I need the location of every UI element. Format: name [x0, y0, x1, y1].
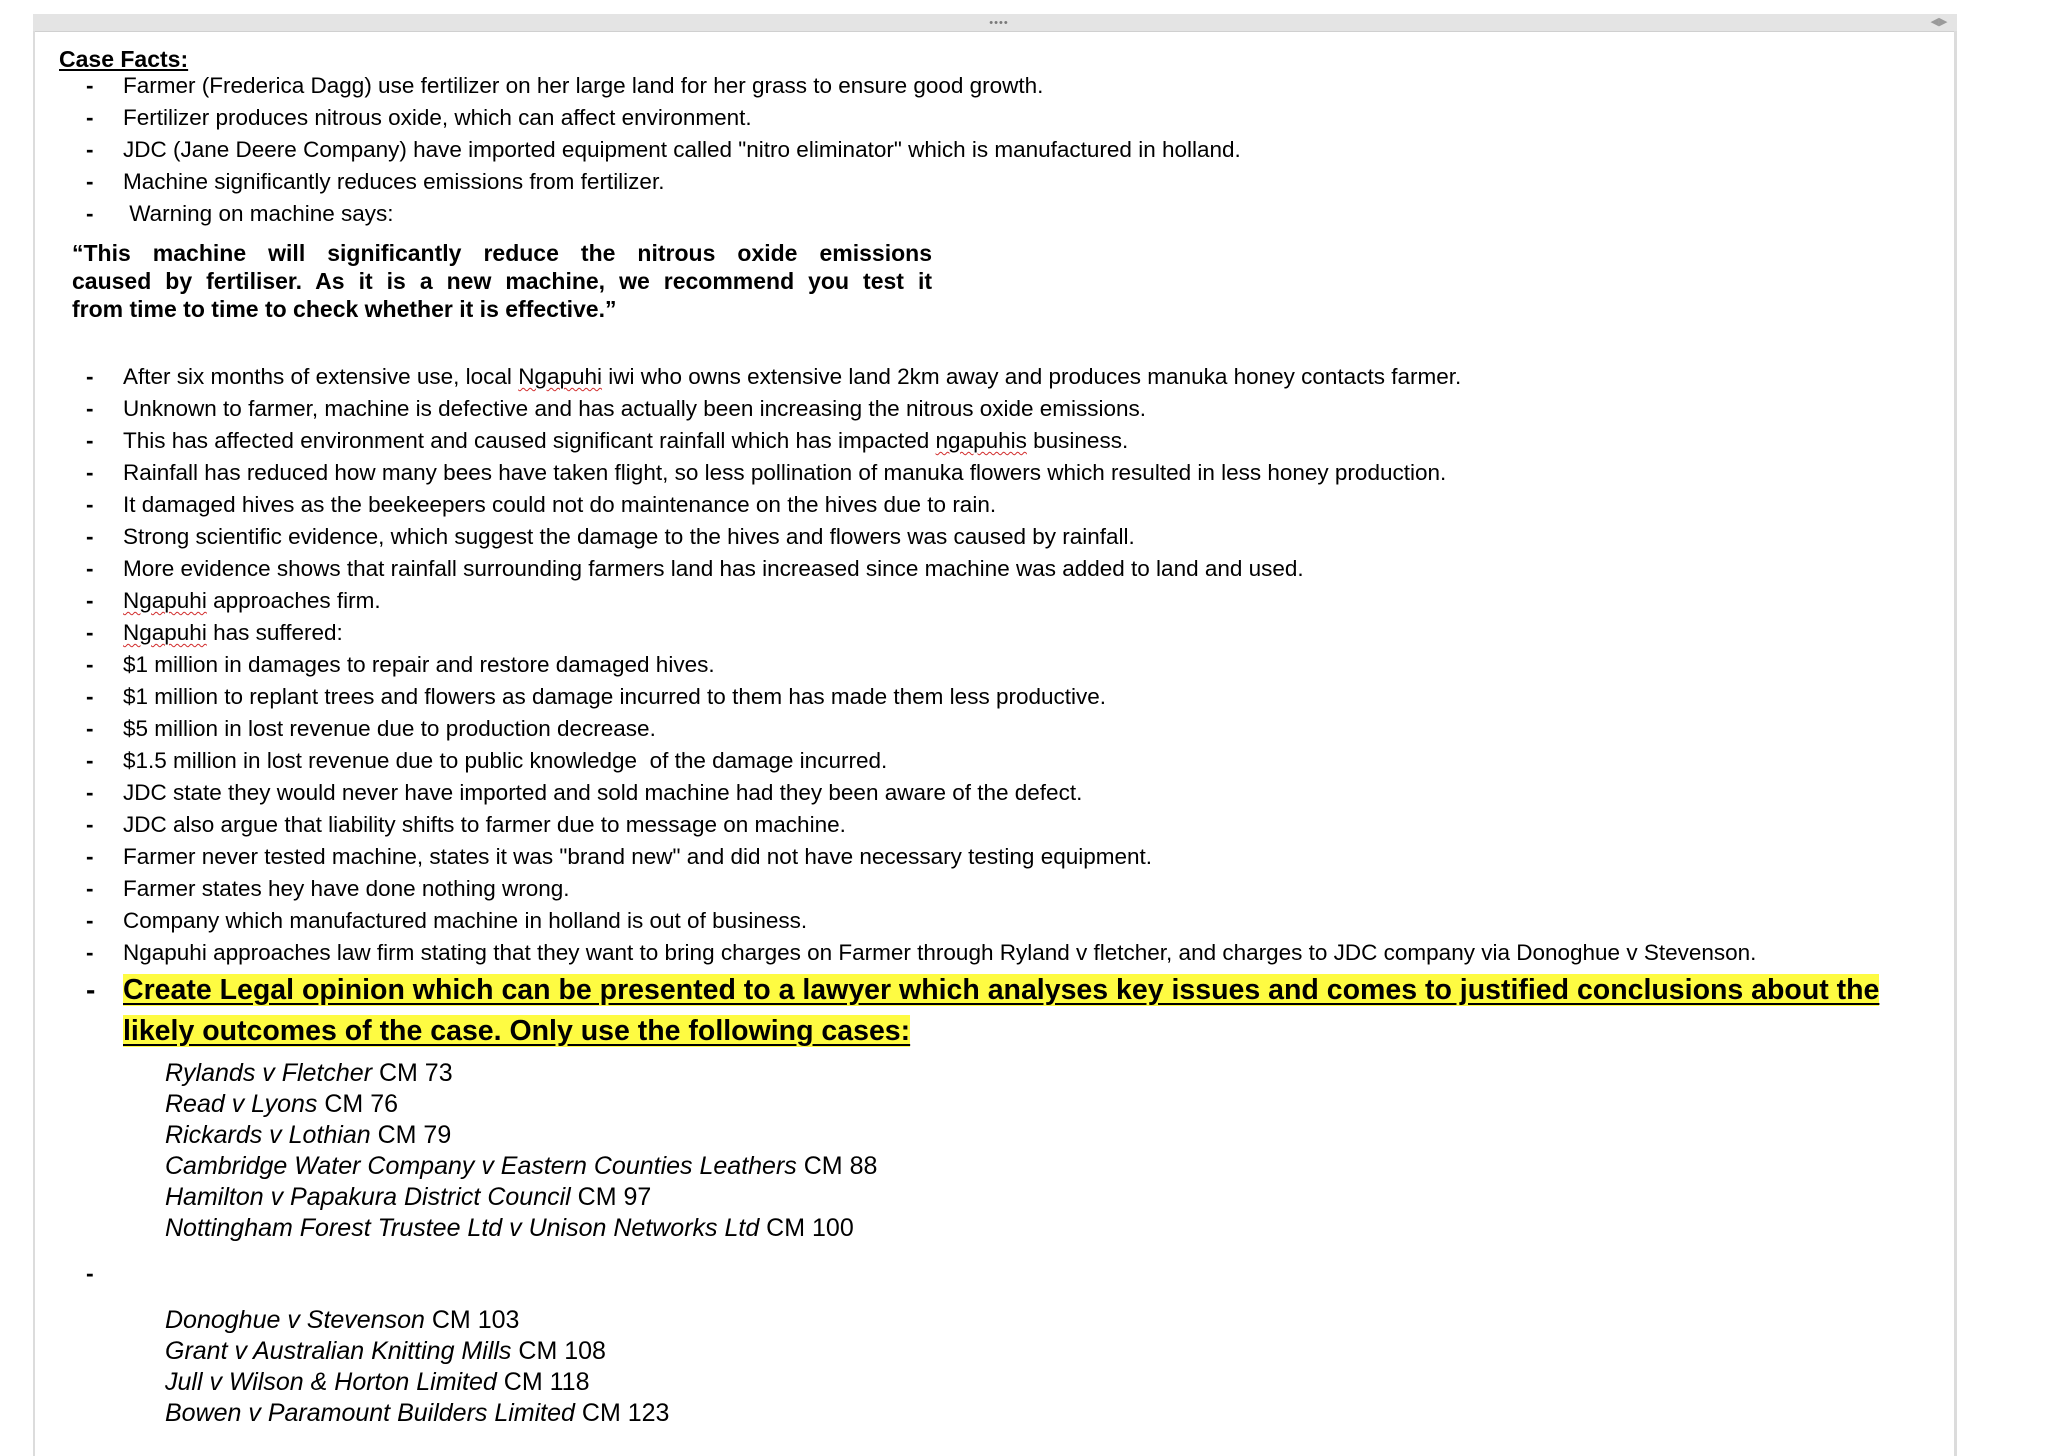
text-run: business. — [1026, 428, 1129, 453]
bullet-dash: - — [86, 812, 94, 837]
list-item-text: Fertilizer produces nitrous oxide, which can affect environment. — [123, 105, 752, 130]
case-name: Grant v Australian Knitting Mills — [165, 1337, 512, 1365]
bullet-dash: - — [86, 364, 94, 389]
scroll-strip[interactable] — [33, 14, 1957, 32]
bullet-dash: - — [86, 396, 94, 421]
text-run: iwi who owns extensive land 2km away and produces manuka honey contacts farmer. — [602, 364, 1462, 389]
bullet-dash: - — [86, 556, 94, 581]
list-item-text — [123, 554, 1304, 584]
text-run: Unknown to farmer, machine is defective and has actually been increasing the nitrous oxide emissions. — [123, 396, 1147, 421]
text-run: has suffered: — [206, 620, 343, 645]
text-run: More evidence shows that rainfall surrounding farmers land has increased since machine was added to land and used. — [123, 556, 1304, 581]
list-item-text — [123, 874, 570, 904]
case-list-negligence — [165, 1305, 669, 1429]
case-citation — [165, 1151, 877, 1182]
list-item-text — [123, 778, 1082, 808]
text-run: Farmer states hey have done nothing wrong. — [123, 876, 570, 901]
case-citation — [165, 1182, 877, 1213]
list-item-text — [123, 650, 715, 680]
text-run: This has affected environment and caused significant rainfall which has impacted — [123, 428, 936, 453]
text-run: Farmer never tested machine, states it was "brand new" and did not have necessary testing equipment. — [123, 844, 1153, 869]
list-item-text — [123, 618, 343, 648]
bullet-dash: - — [86, 137, 94, 162]
case-reference: CM 100 — [759, 1214, 854, 1242]
list-item-text — [123, 714, 656, 744]
instruction-line: Create Legal opinion which can be presented to a lawyer which analyses key issues and comes to justified conclusions about the — [123, 974, 1880, 1006]
case-reference: CM 76 — [317, 1090, 399, 1118]
text-run: $1 million to replant trees and flowers as damage incurred to them has made them less productive. — [123, 684, 1107, 709]
case-citation — [165, 1398, 669, 1429]
page-right-edge — [1954, 31, 1957, 1456]
drag-handle-icon[interactable]: •••• — [989, 17, 1009, 29]
list-item-text — [123, 586, 381, 616]
case-citation — [165, 1120, 877, 1151]
case-citation — [165, 1367, 669, 1398]
text-run: $1 million in damages to repair and restore damaged hives. — [123, 652, 715, 677]
list-item-text: JDC (Jane Deere Company) have imported equipment called "nitro eliminator" which is manufactured in holland. — [123, 137, 1241, 162]
bullet-dash: - — [86, 844, 94, 869]
left-right-arrows-icon[interactable]: ◀▶ — [1930, 16, 1948, 28]
bullet-dash: - — [86, 73, 94, 98]
case-name: Nottingham Forest Trustee Ltd v Unison Networks Ltd — [165, 1214, 760, 1242]
bullet-dash: - — [86, 524, 94, 549]
case-name: Jull v Wilson & Horton Limited — [165, 1368, 497, 1396]
list-item-text: Machine significantly reduces emissions from fertilizer. — [123, 169, 665, 194]
case-name: Read v Lyons — [165, 1090, 318, 1118]
text-run: It damaged hives as the beekeepers could not do maintenance on the hives due to rain. — [123, 492, 997, 517]
bullet-dash: - — [86, 940, 94, 965]
text-run: Company which manufactured machine in holland is out of business. — [123, 908, 808, 933]
case-reference: CM 118 — [496, 1368, 590, 1396]
list-item-text — [123, 522, 1135, 552]
bullet-dash: - — [86, 169, 94, 194]
case-reference: CM 103 — [424, 1306, 520, 1334]
bullet-dash: - — [86, 201, 94, 226]
list-item-text — [123, 938, 1756, 968]
case-reference: CM 123 — [574, 1399, 670, 1427]
bullet-dash: - — [86, 684, 94, 709]
text-run: $5 million in lost revenue due to production decrease. — [123, 716, 656, 741]
case-citation — [165, 1213, 877, 1244]
list-item-text — [123, 906, 807, 936]
list-item-text — [123, 746, 887, 776]
case-reference: CM 108 — [511, 1337, 606, 1365]
spellcheck-flagged-word[interactable]: ngapuhis — [935, 428, 1027, 453]
case-citation — [165, 1336, 669, 1367]
case-name: Cambridge Water Company v Eastern Counties Leathers — [165, 1152, 797, 1180]
bullet-dash: - — [86, 908, 94, 933]
warning-quote-line: “This machine will significantly reduce the nitrous oxide emissions — [72, 240, 932, 266]
case-name: Rickards v Lothian — [165, 1121, 371, 1149]
text-run: JDC also argue that liability shifts to farmer due to message on machine. — [123, 812, 846, 837]
bullet-dash: - — [86, 105, 94, 130]
bullet-dash: - — [86, 780, 94, 805]
list-item-text — [123, 810, 846, 840]
page-title: Case Facts: — [59, 46, 189, 72]
document-page — [36, 31, 1952, 1456]
list-item-text — [123, 426, 1128, 456]
instruction-line: likely outcomes of the case. Only use the following cases: — [123, 1015, 911, 1047]
spellcheck-flagged-word[interactable]: Ngapuhi — [518, 364, 603, 389]
bullet-dash: - — [86, 460, 94, 485]
case-reference: CM 79 — [370, 1121, 452, 1149]
bullet-dash: - — [86, 748, 94, 773]
case-list-rylands — [165, 1058, 877, 1244]
bullet-dash: - — [86, 428, 94, 453]
bullet-dash: - — [86, 620, 94, 645]
warning-quote — [72, 239, 932, 323]
list-item-text — [123, 490, 996, 520]
warning-quote-line: caused by fertiliser. As it is a new machine, we recommend you test it — [72, 268, 932, 294]
spellcheck-flagged-word[interactable]: Ngapuhi — [123, 588, 207, 613]
text-run: After six months of extensive use, local — [123, 364, 519, 389]
bullet-dash: - — [86, 716, 94, 741]
case-citation — [165, 1305, 669, 1336]
list-item-text: Farmer (Frederica Dagg) use fertilizer on her large land for her grass to ensure good growth. — [123, 73, 1044, 98]
list-item-text — [123, 394, 1146, 424]
text-run: Rainfall has reduced how many bees have taken flight, so less pollination of manuka flowers which resulted in less honey production. — [123, 460, 1447, 485]
case-citation — [165, 1058, 877, 1089]
page-left-edge — [33, 31, 35, 1456]
case-name: Hamilton v Papakura District Council — [165, 1183, 571, 1211]
bullet-dash: - — [86, 974, 96, 1005]
bullet-dash: - — [86, 876, 94, 901]
bullet-dash: - — [86, 588, 94, 613]
spellcheck-flagged-word[interactable]: Ngapuhi — [123, 620, 207, 645]
list-item-text — [123, 842, 1152, 872]
warning-quote-line: from time to time to check whether it is effective.” — [72, 296, 617, 322]
bullet-dash: - — [86, 1260, 94, 1286]
case-name: Donoghue v Stevenson — [165, 1306, 425, 1334]
text-run: Ngapuhi approaches law firm stating that they want to bring charges on Farmer through Ryland v fletcher, and charges to JDC company via Donoghue v Stevenson. — [123, 940, 1757, 965]
list-item-text — [123, 458, 1446, 488]
case-reference: CM 73 — [372, 1059, 453, 1087]
text-run: Strong scientific evidence, which suggest the damage to the hives and flowers was caused by rainfall. — [123, 524, 1135, 549]
case-name: Rylands v Fletcher — [165, 1059, 373, 1087]
case-name: Bowen v Paramount Builders Limited — [165, 1399, 575, 1427]
bullet-dash: - — [86, 652, 94, 677]
text-run: approaches firm. — [206, 588, 381, 613]
list-item-text: Warning on machine says: — [123, 201, 394, 226]
text-run: $1.5 million in lost revenue due to public knowledge of the damage incurred. — [123, 748, 888, 773]
bullet-dash: - — [86, 492, 94, 517]
case-reference: CM 88 — [796, 1152, 878, 1180]
highlighted-instruction — [123, 970, 1963, 1052]
case-citation — [165, 1089, 877, 1120]
list-item-text — [123, 362, 1461, 392]
text-run: JDC state they would never have imported and sold machine had they been aware of the defect. — [123, 780, 1083, 805]
case-reference: CM 97 — [570, 1183, 652, 1211]
list-item-text — [123, 682, 1106, 712]
